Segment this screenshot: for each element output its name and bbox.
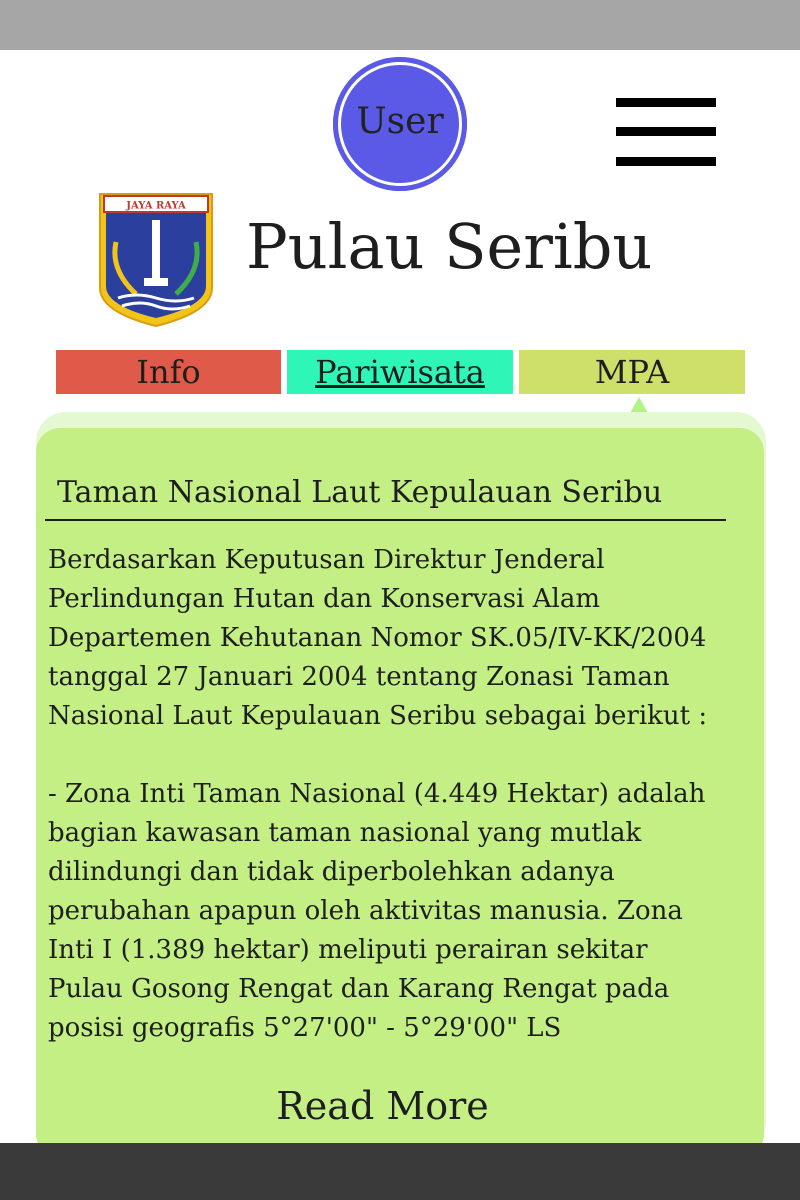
card-title: Taman Nasional Laut Kepulauan Seribu xyxy=(57,475,663,510)
body-line: - Zona Inti Taman Nasional (4.449 Hektar) adalah xyxy=(48,779,706,809)
tab-mpa[interactable]: MPA xyxy=(519,350,745,394)
read-more-button[interactable]: Read More xyxy=(276,1084,489,1128)
svg-text:JAYA RAYA: JAYA RAYA xyxy=(126,200,186,212)
body-line: Pulau Gosong Rengat dan Karang Rengat pada xyxy=(48,974,670,1004)
card-divider xyxy=(45,519,726,521)
card-body xyxy=(48,541,760,1048)
body-line: Inti I (1.389 hektar) meliputi perairan sekitar xyxy=(48,935,648,965)
user-button-label: User xyxy=(356,101,444,142)
body-line: Departemen Kehutanan Nomor SK.05/IV-KK/2004 xyxy=(48,623,707,653)
body-line: tanggal 27 Januari 2004 tentang Zonasi Taman xyxy=(48,662,670,692)
body-line: Nasional Laut Kepulauan Seribu sebagai berikut : xyxy=(48,701,708,731)
body-line: dilindungi dan tidak diperbolehkan adanya xyxy=(48,857,615,887)
body-line: Berdasarkan Keputusan Direktur Jenderal xyxy=(48,545,605,575)
body-line: Perlindungan Hutan dan Konservasi Alam xyxy=(48,584,600,614)
tab-info[interactable]: Info xyxy=(56,350,281,394)
body-line: perubahan apapun oleh aktivitas manusia. Zona xyxy=(48,896,683,926)
navigation-bar xyxy=(0,1143,800,1200)
page-title: Pulau Seribu xyxy=(246,210,653,283)
body-line: bagian kawasan taman nasional yang mutlak xyxy=(48,818,642,848)
tab-pariwisata[interactable]: Pariwisata xyxy=(287,350,513,394)
body-line: posisi geografis 5°27'00" - 5°29'00" LS xyxy=(48,1013,562,1043)
hamburger-menu-icon[interactable] xyxy=(616,98,716,166)
jakarta-emblem-logo xyxy=(96,190,216,328)
status-bar xyxy=(0,0,800,50)
user-button[interactable] xyxy=(333,57,467,191)
